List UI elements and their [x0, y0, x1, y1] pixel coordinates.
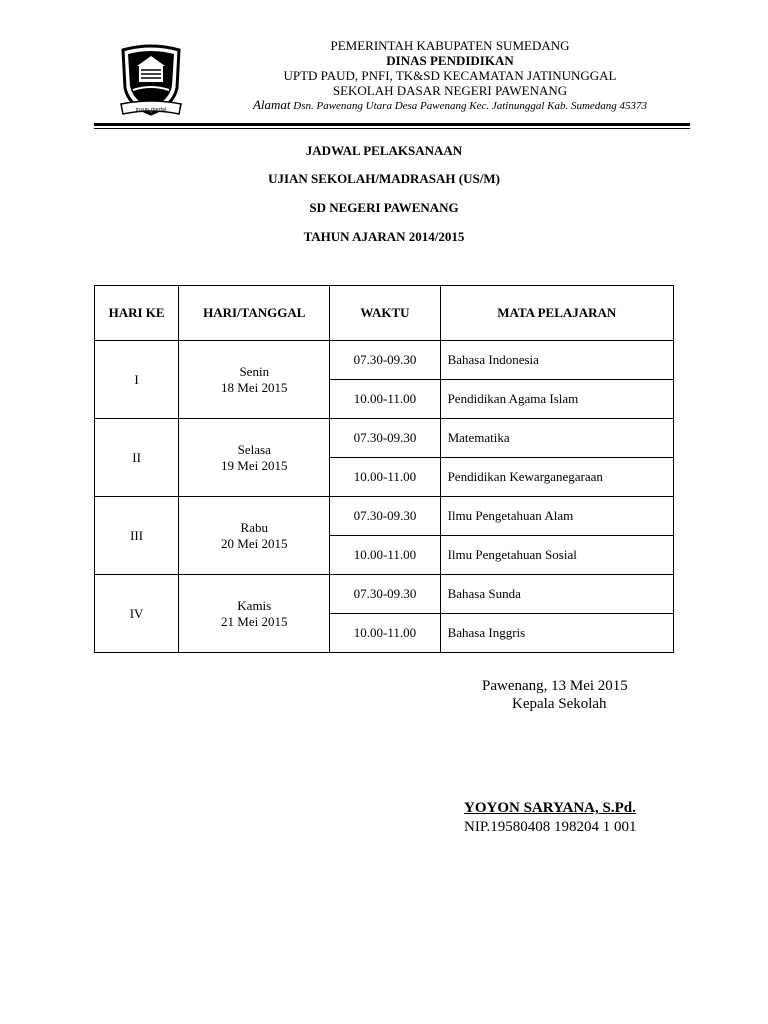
header-hari-tanggal: HARI/TANGGAL — [179, 286, 330, 341]
day-number: IV — [95, 575, 179, 653]
header-government: PEMERINTAH KABUPATEN SUMEDANG — [330, 38, 570, 53]
signature-nip: NIP.19580408 198204 1 001 — [464, 819, 637, 835]
table-row — [95, 419, 674, 458]
subject: Bahasa Indonesia — [440, 341, 673, 380]
subject: Ilmu Pengetahuan Sosial — [440, 536, 673, 575]
doc-title-2: UJIAN SEKOLAH/MADRASAH (US/M) — [268, 171, 500, 186]
date: 19 Mei 2015 — [221, 457, 288, 473]
day-name: Senin — [239, 363, 270, 379]
day-number: II — [95, 419, 179, 497]
header-school-name: SEKOLAH DASAR NEGERI PAWENANG — [332, 83, 568, 98]
header-mata-pelajaran: MATA PELAJARAN — [440, 286, 673, 341]
signature-position: Kepala Sekolah — [512, 696, 607, 712]
header-rule-thin — [94, 128, 690, 129]
day-name: Selasa — [237, 441, 271, 457]
subject: Bahasa Sunda — [440, 575, 673, 614]
day-date — [179, 575, 330, 653]
table-row — [95, 341, 674, 380]
header-uptd: UPTD PAUD, PNFI, TK&SD KECAMATAN JATINUNGGAL — [283, 68, 617, 83]
address-text: Dsn. Pawenang Utara Desa Pawenang Kec. Jatinunggal Kab. Sumedang 45373 — [293, 100, 648, 112]
time-slot: 07.30-09.30 — [330, 419, 440, 458]
subject: Matematika — [440, 419, 673, 458]
date: 20 Mei 2015 — [221, 535, 288, 551]
time-slot: 07.30-09.30 — [330, 497, 440, 536]
doc-title-1: JADWAL PELAKSANAAN — [305, 143, 463, 158]
signature-name: YOYON SARYANA, S.Pd. — [464, 800, 636, 816]
header-hari-ke: HARI KE — [95, 286, 179, 341]
subject: Bahasa Inggris — [440, 614, 673, 653]
day-date — [179, 497, 330, 575]
table-row — [95, 575, 674, 614]
time-slot: 07.30-09.30 — [330, 341, 440, 380]
doc-title-3: SD NEGERI PAWENANG — [309, 200, 459, 215]
address-label: Alamat — [252, 97, 291, 112]
header-department: DINAS PENDIDIKAN — [386, 53, 514, 68]
date: 18 Mei 2015 — [221, 379, 288, 395]
header-rule-thick — [94, 123, 690, 126]
doc-title-4: TAHUN AJARAN 2014/2015 — [303, 229, 465, 244]
time-slot: 07.30-09.30 — [330, 575, 440, 614]
day-name: Rabu — [240, 519, 268, 535]
exam-schedule-table — [94, 285, 674, 653]
header-waktu: WAKTU — [330, 286, 440, 341]
table-header-row — [95, 286, 674, 341]
day-date — [179, 341, 330, 419]
day-number: I — [95, 341, 179, 419]
sumedang-emblem-logo — [119, 44, 183, 120]
logo-motto: insun medal — [135, 107, 167, 113]
subject: Ilmu Pengetahuan Alam — [440, 497, 673, 536]
time-slot: 10.00-11.00 — [330, 380, 440, 419]
time-slot: 10.00-11.00 — [330, 614, 440, 653]
header-address — [200, 97, 700, 113]
time-slot: 10.00-11.00 — [330, 536, 440, 575]
day-number: III — [95, 497, 179, 575]
table-row — [95, 497, 674, 536]
subject: Pendidikan Kewarganegaraan — [440, 458, 673, 497]
subject: Pendidikan Agama Islam — [440, 380, 673, 419]
day-name: Kamis — [237, 597, 272, 613]
day-date — [179, 419, 330, 497]
signature-place-date: Pawenang, 13 Mei 2015 — [482, 678, 628, 694]
time-slot: 10.00-11.00 — [330, 458, 440, 497]
date: 21 Mei 2015 — [221, 613, 288, 629]
